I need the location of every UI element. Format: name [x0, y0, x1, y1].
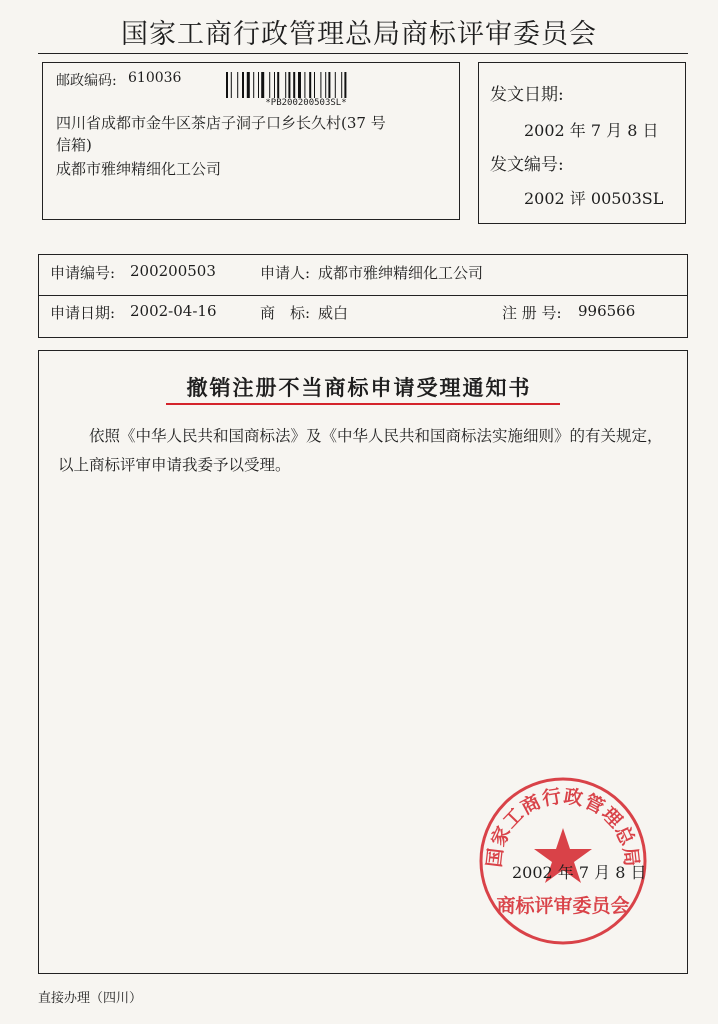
barcode-bar — [344, 72, 346, 98]
application-date: 2002-04-16 — [130, 302, 217, 320]
applicant-name: 成都市雅绅精细化工公司 — [318, 264, 484, 282]
notice-title: 撤销注册不当商标申请受理通知书 — [186, 376, 532, 400]
seal-ring-text: 国家工商行政管理总局 — [483, 785, 643, 869]
barcode-bar — [237, 72, 238, 98]
notice-body-text: 依照《中华人民共和国商标法》及《中华人民共和国商标法实施细则》的有关规定，以上商标评审申请我委予以受理。 — [58, 427, 663, 474]
barcode-bar — [325, 72, 326, 98]
trademark-label: 商 标: — [260, 304, 311, 322]
barcode-bar — [226, 72, 228, 98]
issuing-authority-title: 国家工商行政管理总局商标评审委员会 — [121, 19, 597, 50]
barcode-bar — [309, 72, 311, 98]
barcode-bar — [298, 72, 301, 98]
title-rule — [38, 53, 688, 54]
application-date-label: 申请日期: — [50, 304, 116, 322]
barcode — [226, 72, 386, 98]
notice-title-underline — [166, 403, 560, 405]
seal-bottom-text: 商标评审委员会 — [496, 895, 630, 917]
barcode-bar — [320, 72, 321, 98]
barcode-bar — [277, 72, 279, 98]
dispatch-number-label: 发文编号: — [490, 155, 564, 175]
dispatch-date-value: 2002 年 7 月 8 日 — [524, 121, 659, 140]
barcode-bar — [274, 72, 275, 98]
dispatch-date-label: 发文日期: — [490, 85, 564, 105]
barcode-bar — [247, 72, 250, 98]
barcode-bar — [261, 72, 264, 98]
application-number: 200200503 — [130, 262, 216, 280]
registration-number-label: 注 册 号: — [502, 304, 562, 322]
trademark-name: 威白 — [318, 304, 349, 322]
application-number-label: 申请编号: — [50, 264, 116, 282]
barcode-caption: *PB200200503SL* — [265, 98, 347, 108]
address-line-2: 信箱) — [56, 136, 92, 154]
barcode-bar — [242, 72, 244, 98]
barcode-bar — [253, 72, 254, 98]
dispatch-number-value: 2002 评 00503SL — [524, 189, 664, 208]
barcode-bar — [293, 72, 295, 98]
postcode-value: 610036 — [128, 70, 182, 86]
barcode-bar — [314, 72, 315, 98]
barcode-bar — [328, 72, 330, 98]
postcode-label: 邮政编码: — [56, 73, 117, 89]
sign-date: 2002 年 7 月 8 日 — [512, 863, 647, 882]
barcode-bar — [341, 72, 342, 98]
barcode-bar — [285, 72, 286, 98]
barcode-bar — [304, 72, 305, 98]
table-row-divider — [39, 295, 687, 296]
address-line-1: 四川省成都市金牛区茶店子洞子口乡长久村(37 号 — [56, 114, 386, 132]
barcode-bar — [335, 72, 336, 98]
barcode-bar — [231, 72, 232, 98]
barcode-bar — [288, 72, 290, 98]
footer-note: 直接办理（四川） — [38, 991, 143, 1006]
registration-number: 996566 — [578, 302, 636, 320]
barcode-bar — [269, 72, 270, 98]
applicant-label: 申请人: — [260, 264, 311, 282]
recipient-name: 成都市雅绅精细化工公司 — [56, 160, 222, 178]
barcode-bar — [258, 72, 259, 98]
